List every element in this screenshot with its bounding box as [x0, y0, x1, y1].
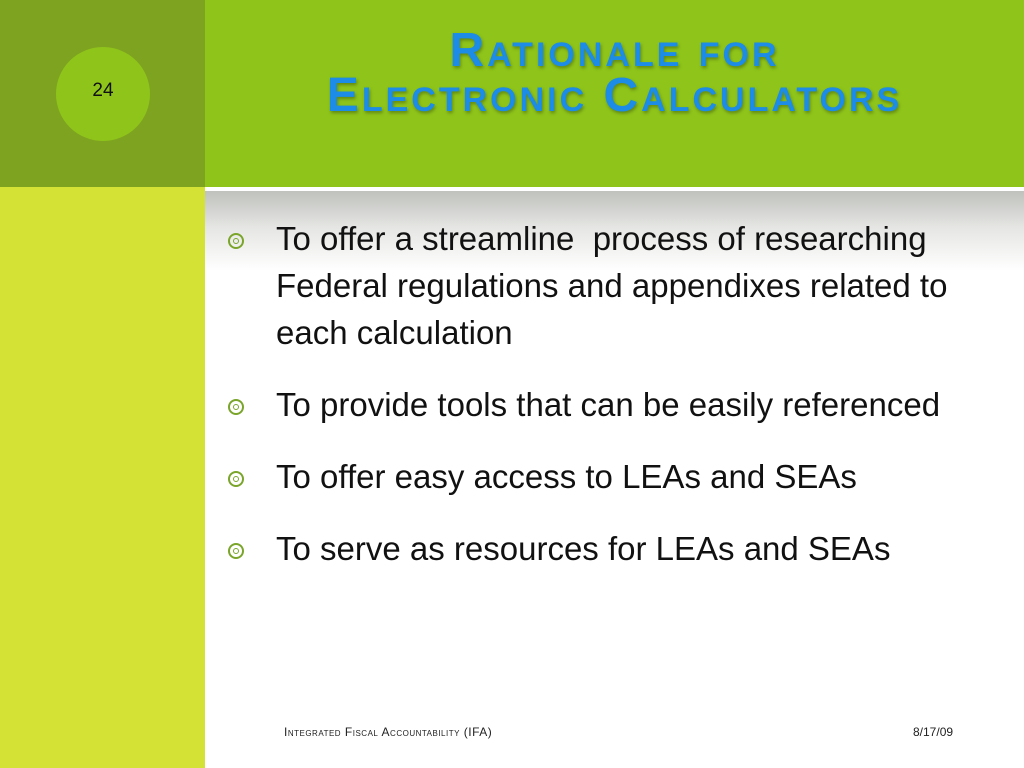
footer-organization: Integrated Fiscal Accountability (IFA): [284, 725, 493, 739]
bullet-list: [226, 215, 1006, 597]
double-ring-bullet-icon: [228, 233, 244, 249]
bullet-item: [226, 381, 1006, 428]
double-ring-bullet-icon: [228, 399, 244, 415]
bullet-item: [226, 525, 1006, 572]
bullet-text: To offer easy access to LEAs and SEAs: [276, 458, 857, 495]
bullet-text: To provide tools that can be easily referenced: [276, 386, 941, 423]
left-header-panel: [0, 0, 205, 187]
footer-date: 8/17/09: [913, 725, 954, 739]
bullet-item: [226, 215, 1006, 356]
double-ring-bullet-icon: [228, 471, 244, 487]
bullet-text: To offer a streamline process of researching Federal regulations and appendixes related to each calculation: [276, 220, 957, 351]
slide-number: 24: [92, 80, 114, 101]
double-ring-bullet-icon: [228, 543, 244, 559]
slide-title-line-2: Electronic Calculators: [326, 69, 903, 122]
slide-number-badge: [56, 47, 150, 141]
left-sidebar-panel: [0, 187, 205, 768]
bullet-item: [226, 453, 1006, 500]
slide-title: [205, 24, 1024, 122]
slide-title-line-1: Rationale for: [449, 24, 780, 77]
bullet-text: To serve as resources for LEAs and SEAs: [276, 530, 891, 567]
